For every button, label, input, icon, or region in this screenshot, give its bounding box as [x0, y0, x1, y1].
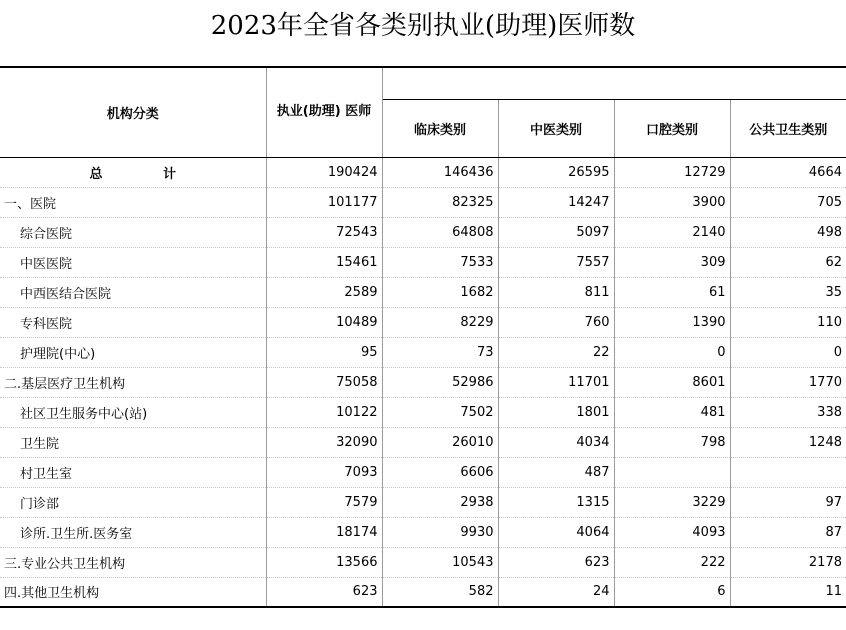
table-row	[0, 247, 846, 277]
cell-clinical: 64808	[382, 217, 498, 247]
cell-clinical: 26010	[382, 427, 498, 457]
table-row	[0, 217, 846, 247]
cell-tcm: 1801	[498, 397, 614, 427]
row-label: 村卫生室	[0, 457, 266, 487]
cell-tcm: 24	[498, 577, 614, 607]
cell-clinical: 6606	[382, 457, 498, 487]
cell-public-health: 62	[730, 247, 846, 277]
cell-dental: 61	[614, 277, 730, 307]
cell-clinical: 2938	[382, 487, 498, 517]
cell-dental: 1390	[614, 307, 730, 337]
cell-public-health: 1770	[730, 367, 846, 397]
row-label: 二.基层医疗卫生机构	[0, 367, 266, 397]
cell-clinical: 10543	[382, 547, 498, 577]
cell-clinical: 7533	[382, 247, 498, 277]
cell-dental: 4093	[614, 517, 730, 547]
cell-public-health: 1248	[730, 427, 846, 457]
table-row	[0, 487, 846, 517]
cell-public-health: 87	[730, 517, 846, 547]
row-label: 总 计	[0, 157, 266, 187]
cell-dental: 12729	[614, 157, 730, 187]
cell-clinical: 1682	[382, 277, 498, 307]
cell-total: 10489	[266, 307, 382, 337]
row-label: 中医医院	[0, 247, 266, 277]
table-row	[0, 397, 846, 427]
cell-public-health: 498	[730, 217, 846, 247]
cell-dental: 798	[614, 427, 730, 457]
cell-public-health: 0	[730, 337, 846, 367]
cell-total: 7093	[266, 457, 382, 487]
row-label: 一、医院	[0, 187, 266, 217]
cell-total: 623	[266, 577, 382, 607]
header-dental: 口腔类别	[614, 99, 730, 157]
cell-dental	[614, 457, 730, 487]
table-row	[0, 457, 846, 487]
cell-tcm: 4034	[498, 427, 614, 457]
row-label: 卫生院	[0, 427, 266, 457]
row-label: 专科医院	[0, 307, 266, 337]
table-row	[0, 577, 846, 607]
cell-total: 95	[266, 337, 382, 367]
page-title: 2023年全省各类别执业(助理)医师数	[210, 11, 636, 41]
cell-tcm: 26595	[498, 157, 614, 187]
cell-tcm: 760	[498, 307, 614, 337]
header-group	[382, 67, 846, 99]
cell-total: 15461	[266, 247, 382, 277]
cell-tcm: 487	[498, 457, 614, 487]
table-row	[0, 517, 846, 547]
cell-total: 75058	[266, 367, 382, 397]
header-tcm: 中医类别	[498, 99, 614, 157]
cell-dental: 3900	[614, 187, 730, 217]
cell-tcm: 623	[498, 547, 614, 577]
cell-tcm: 811	[498, 277, 614, 307]
cell-tcm: 11701	[498, 367, 614, 397]
row-label: 中西医结合医院	[0, 277, 266, 307]
table-row	[0, 367, 846, 397]
cell-clinical: 82325	[382, 187, 498, 217]
table-row	[0, 277, 846, 307]
cell-public-health: 11	[730, 577, 846, 607]
header-public-health: 公共卫生类别	[730, 99, 846, 157]
cell-clinical: 146436	[382, 157, 498, 187]
row-label: 门诊部	[0, 487, 266, 517]
row-label: 社区卫生服务中心(站)	[0, 397, 266, 427]
cell-public-health	[730, 457, 846, 487]
cell-dental: 309	[614, 247, 730, 277]
table-body	[0, 157, 846, 607]
cell-tcm: 14247	[498, 187, 614, 217]
cell-public-health: 4664	[730, 157, 846, 187]
table-row	[0, 157, 846, 187]
header-total-physicians: 执业(助理) 医师	[266, 67, 382, 157]
cell-dental: 8601	[614, 367, 730, 397]
cell-public-health: 338	[730, 397, 846, 427]
cell-clinical: 73	[382, 337, 498, 367]
row-label: 综合医院	[0, 217, 266, 247]
cell-public-health: 35	[730, 277, 846, 307]
cell-total: 32090	[266, 427, 382, 457]
cell-total: 190424	[266, 157, 382, 187]
cell-total: 18174	[266, 517, 382, 547]
cell-total: 101177	[266, 187, 382, 217]
cell-dental: 2140	[614, 217, 730, 247]
cell-dental: 6	[614, 577, 730, 607]
cell-total: 7579	[266, 487, 382, 517]
cell-public-health: 2178	[730, 547, 846, 577]
cell-clinical: 52986	[382, 367, 498, 397]
cell-total: 10122	[266, 397, 382, 427]
cell-clinical: 9930	[382, 517, 498, 547]
row-label: 三.专业公共卫生机构	[0, 547, 266, 577]
cell-public-health: 97	[730, 487, 846, 517]
cell-total: 13566	[266, 547, 382, 577]
cell-clinical: 582	[382, 577, 498, 607]
cell-clinical: 8229	[382, 307, 498, 337]
table-row	[0, 427, 846, 457]
table-row	[0, 337, 846, 367]
cell-dental: 222	[614, 547, 730, 577]
cell-public-health: 110	[730, 307, 846, 337]
cell-tcm: 7557	[498, 247, 614, 277]
header-clinical: 临床类别	[382, 99, 498, 157]
cell-dental: 3229	[614, 487, 730, 517]
header-category: 机构分类	[0, 67, 266, 157]
cell-tcm: 5097	[498, 217, 614, 247]
cell-tcm: 4064	[498, 517, 614, 547]
table-row	[0, 307, 846, 337]
cell-dental: 0	[614, 337, 730, 367]
cell-total: 72543	[266, 217, 382, 247]
cell-public-health: 705	[730, 187, 846, 217]
cell-total: 2589	[266, 277, 382, 307]
row-label: 护理院(中心)	[0, 337, 266, 367]
cell-dental: 481	[614, 397, 730, 427]
cell-tcm: 1315	[498, 487, 614, 517]
row-label: 诊所.卫生所.医务室	[0, 517, 266, 547]
table-row	[0, 187, 846, 217]
cell-tcm: 22	[498, 337, 614, 367]
cell-clinical: 7502	[382, 397, 498, 427]
table-row	[0, 547, 846, 577]
physician-table	[0, 66, 846, 608]
row-label: 四.其他卫生机构	[0, 577, 266, 607]
